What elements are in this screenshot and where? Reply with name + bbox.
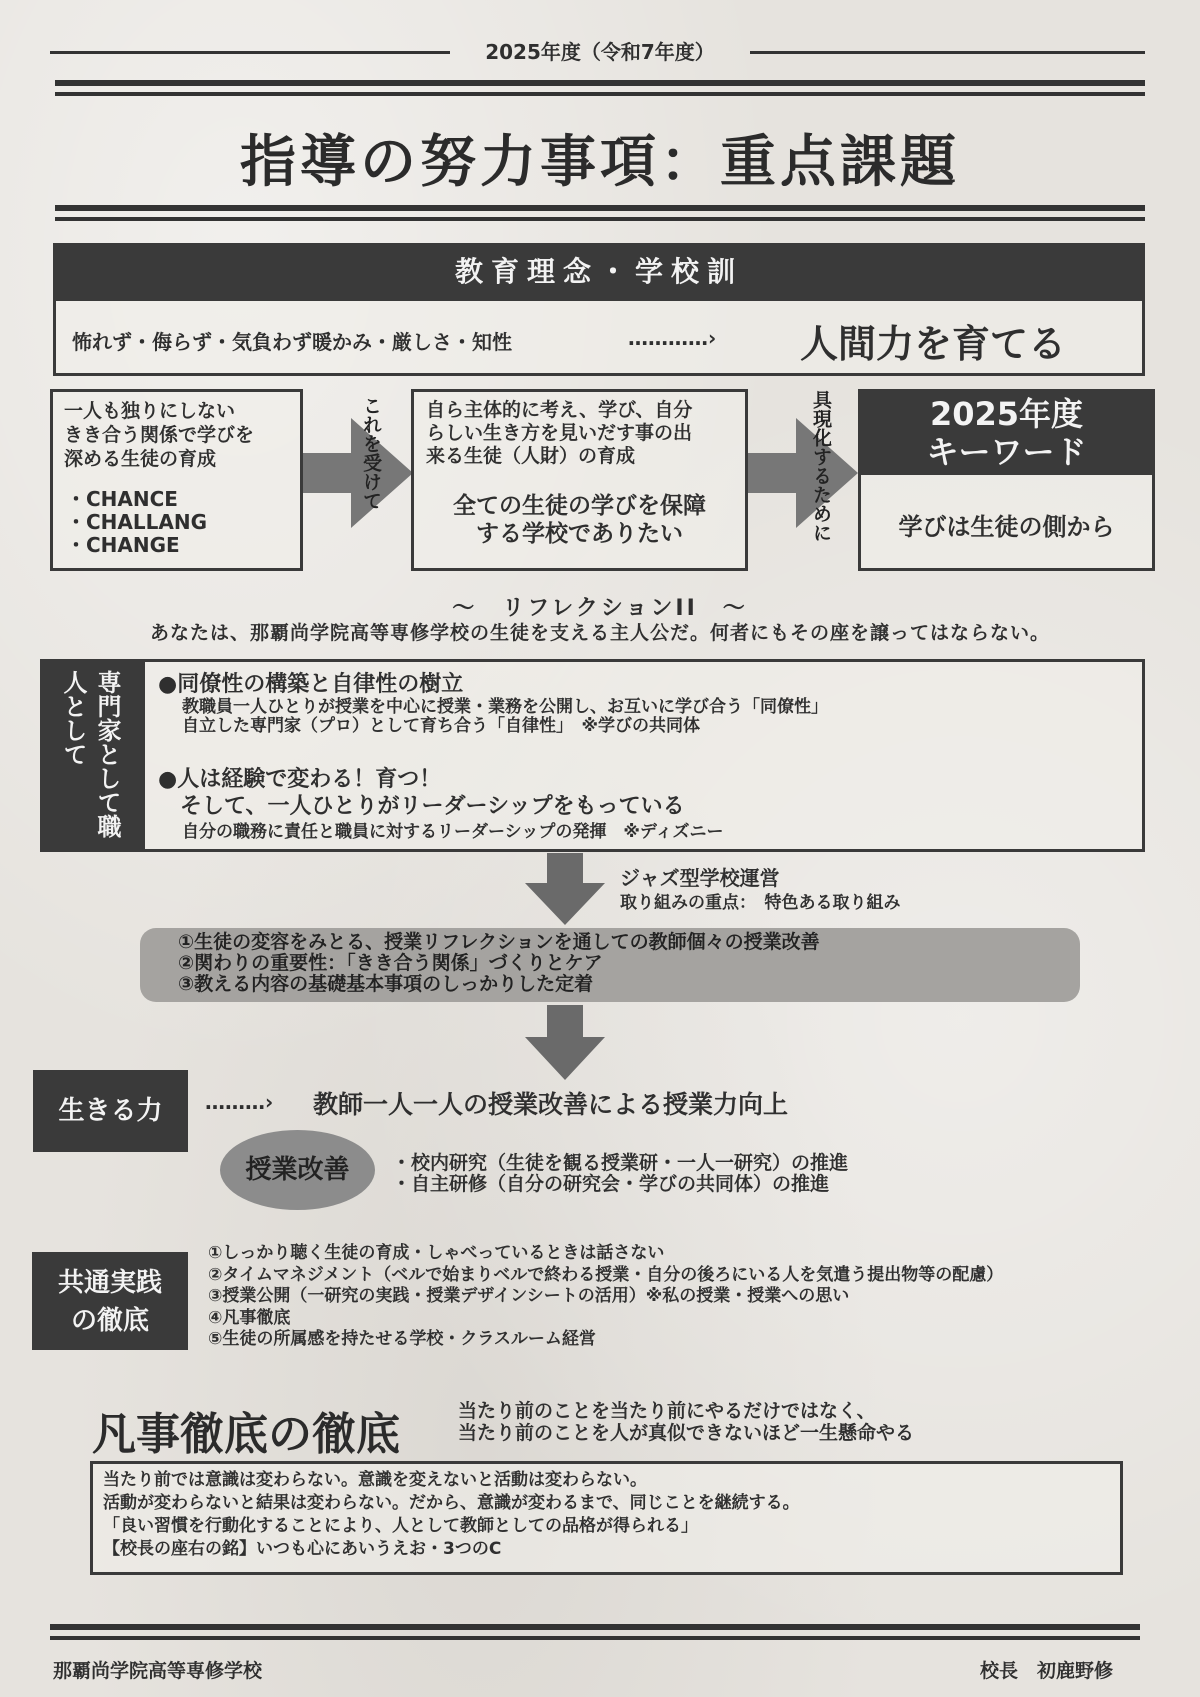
page-title: 指導の努力事項：重点課題 [240,130,960,195]
reflection-line: あなたは、那覇尚学院高等専修学校の生徒を支える主人公だ。何者にもその座を譲ってはならない。 [149,622,1050,644]
list-item: ・CHANGE [66,533,180,557]
philosophy-motto: 怖れず・侮らず・気負わず暖かみ・厳しさ・知性 [72,330,512,354]
jugyo-list [392,1153,848,1195]
list-item: ②タイムマネジメント（ベルで始まりベルで終わる授業・自分の後ろにいる人を気遣う提出物等の配慮） [208,1264,1004,1285]
common-label: 共通実践 の徹底 [32,1252,188,1350]
flow-box-2-text: 自ら主体的に考え、学び、自分 らしい生き方を見いだす事の出 来る生徒（人財）の育成 [426,399,693,467]
header-line-right [750,51,1145,54]
jazz-focus: 取り組みの重点： 特色ある取り組み [620,893,901,913]
list-item: ①しっかり聴く生徒の育成・しゃべっているときは話さない [208,1243,665,1263]
list-item: ②関わりの重要性：「きき合う関係」づくりとケア [178,952,603,974]
flow-box-2-emph: 全ての生徒の学びを保障 する学校でありたい [453,493,706,547]
footer-rule-1 [50,1624,1140,1630]
list-item: ・校内研究（生徒を観る授業研・一人一研究）の推進 [392,1152,849,1174]
footer-principal: 校長 初鹿野修 [980,1660,1114,1682]
flow-box-1-list [66,488,207,557]
ikiru-text: 教師一人一人の授業改善による授業力向上 [313,1090,789,1119]
jugyo-label: 授業改善 [220,1130,375,1210]
connector-2: 具現化するために [810,390,832,542]
list-item: ・CHANCE [66,487,178,511]
ikiru-label: 生きる力 [33,1070,188,1152]
header-double-rule-bottom-2 [55,217,1145,221]
priorities-list [178,932,820,995]
down-arrow-1 [525,853,605,925]
philosophy-arrow: …………› [628,326,717,350]
professional-point2-body: 自分の職務に責任と職員に対するリーダーシップの発揮 ※ディズニー [182,822,724,842]
header-line-left [50,51,450,54]
list-item: ③教える内容の基礎基本事項のしっかりした定着 [178,973,594,995]
list-item: ①生徒の変容をみとる、授業リフレクションを通しての教師個々の授業改善 [178,931,820,953]
list-item: ④凡事徹底 [208,1307,291,1328]
flow-box-1-text: 一人も独りにしない きき合う関係で学びを 深める生徒の育成 [64,400,255,470]
header-double-rule-top [55,80,1145,86]
keyword-title: 2025年度 キーワード [858,389,1155,475]
header-double-rule-bottom [55,205,1145,211]
jazz-title: ジャズ型学校運営 [620,866,780,890]
year-label: 2025年度（令和7年度） [485,40,715,64]
bonji-box-lines [103,1469,800,1561]
reflection-heading: 〜 リフレクションII 〜 [452,596,748,621]
keyword-body: 学びは生徒の側から [898,513,1115,541]
footer-school: 那覇尚学院高等専修学校 [53,1660,263,1682]
list-item: ・自主研修（自分の研究会・学びの共同体）の推進 [392,1173,830,1195]
professional-point2-title: ●人は経験で変わる！育つ！ そして、一人ひとりがリーダーシップをもっている [158,767,685,819]
flow-arrow-2 [748,418,858,528]
professional-point1-body: 教職員一人ひとりが授業を中心に授業・業務を公開し、お互いに学び合う「同僚性」 自立した専門家（プロ）として育ち合う「自律性」 ※学びの共同体 [182,697,828,736]
list-item: ③授業公開（一研究の実践・授業デザインシートの活用）※私の授業・授業への思い [208,1286,850,1306]
list-item: 活動が変わらないと結果は変わらない。だから、意識が変わるまで、同じことを継続する。 [103,1493,800,1513]
bonji-sub: 当たり前のことを当たり前にやるだけではなく、 当たり前のことを人が真似できないほど一生懸命やる [458,1400,915,1444]
list-item: 当たり前では意識は変わらない。意識を変えないと活動は変わらない。 [103,1470,647,1490]
philosophy-heading: 教育理念・学校訓 [53,243,1145,301]
header-double-rule-top-2 [55,92,1145,96]
footer-rule-2 [50,1636,1140,1640]
list-item: ⑤生徒の所属感を持たせる学校・クラスルーム経営 [208,1329,596,1349]
professional-point1-title: ●同僚性の構築と自律性の樹立 [158,672,464,697]
list-item: ・CHALLANG [66,510,208,534]
down-arrow-2 [525,1005,605,1080]
bonji-title: 凡事徹底の徹底 [92,1409,400,1460]
philosophy-goal: 人間力を育てる [800,322,1067,366]
professional-side-label: 専門家として職人として [59,670,121,838]
list-item: 「良い習慣を行動化することにより、人として教師としての品格が得られる」 [103,1516,698,1536]
list-item: 【校長の座右の銘】いつも心にあいうえお・3つのC [103,1539,502,1559]
common-list [208,1243,1003,1351]
connector-1: これを受けて [360,396,382,510]
ikiru-arrow: ………› [205,1090,274,1114]
